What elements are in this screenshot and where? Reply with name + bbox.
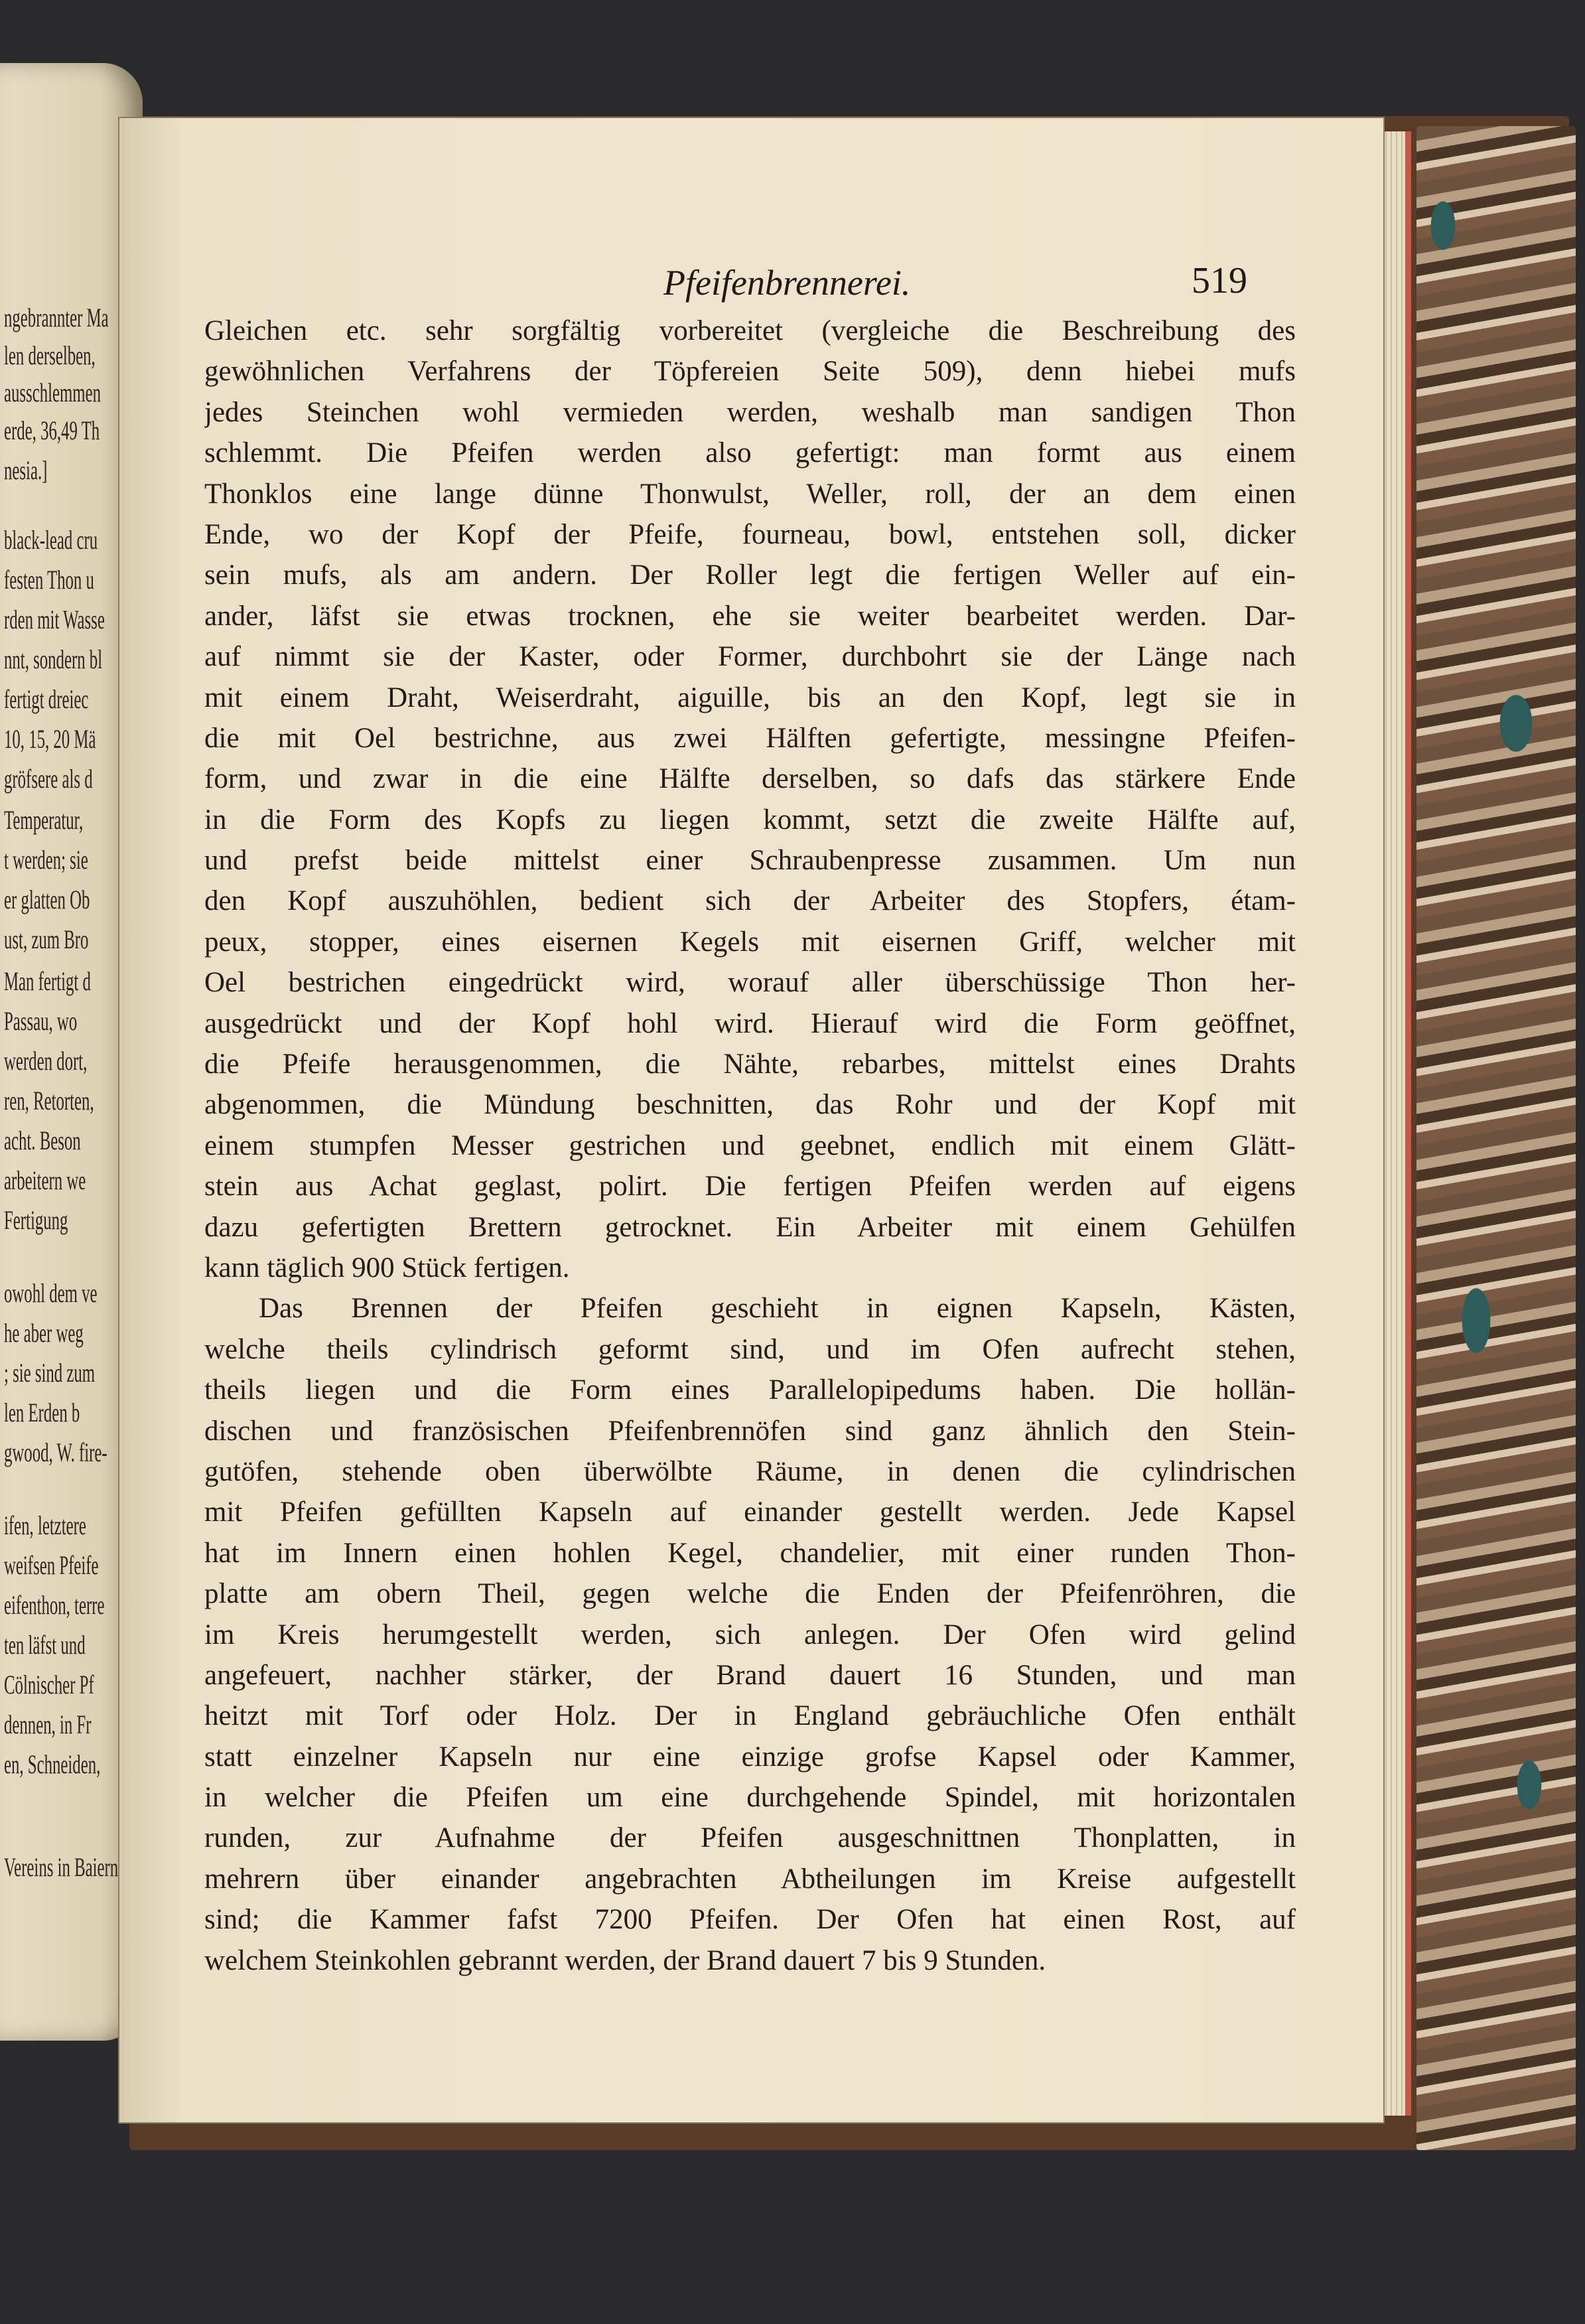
- left-page-line: er glatten Ob: [4, 885, 90, 914]
- left-page-line: ; sie sind zum: [4, 1358, 96, 1388]
- text-line: ander, läfst sie etwas trocknen, ehe sie weiter bearbeitet werden. Dar-: [204, 600, 1296, 632]
- text-line: angefeuert, nachher stärker, der Brand dauert 16 Stunden, und man: [204, 1659, 1296, 1691]
- text-line: sind; die Kammer fafst 7200 Pfeifen. Der Ofen hat einen Rost, auf: [204, 1904, 1296, 1936]
- text-line: runden, zur Aufnahme der Pfeifen ausgeschnittnen Thonplatten, in: [204, 1822, 1296, 1854]
- text-line: Oel bestrichen eingedrückt wird, worauf aller überschüssige Thon her-: [204, 967, 1296, 999]
- text-line: in welcher die Pfeifen um eine durchgehende Spindel, mit horizontalen: [204, 1782, 1296, 1814]
- left-page-line: arbeitern we: [4, 1165, 86, 1195]
- left-page-line: acht. Beson: [4, 1126, 81, 1155]
- left-page-line: gröfsere als d: [4, 764, 93, 794]
- text-line: mehrern über einander angebrachten Abtheilungen im Kreise aufgestellt: [204, 1863, 1296, 1895]
- text-line: Thonklos eine lange dünne Thonwulst, Weller, roll, der an dem einen: [204, 478, 1296, 510]
- left-page-line: Passau, wo: [4, 1006, 78, 1036]
- text-line: kann täglich 900 Stück fertigen.: [204, 1252, 570, 1283]
- text-line: sein mufs, als am andern. Der Roller legt die fertigen Weller auf ein-: [204, 559, 1296, 591]
- left-page-line: Cölnischer Pf: [4, 1670, 94, 1700]
- text-line: ausgedrückt und der Kopf hohl wird. Hierauf wird die Form geöffnet,: [204, 1007, 1296, 1039]
- left-page-line: len derselben,: [4, 340, 96, 370]
- text-line: dazu gefertigten Brettern getrocknet. Ein Arbeiter mit einem Gehülfen: [204, 1211, 1296, 1243]
- text-line: peux, stopper, eines eisernen Kegels mit eisernen Griff, welcher mit: [204, 926, 1296, 958]
- left-page-line: ten läfst und: [4, 1630, 86, 1660]
- left-page-line: ren, Retorten,: [4, 1086, 94, 1116]
- text-line: Ende, wo der Kopf der Pfeife, fourneau, bowl, entstehen soll, dicker: [204, 518, 1296, 550]
- left-page-line: ust, zum Bro: [4, 924, 89, 954]
- text-line: die mit Oel bestrichne, aus zwei Hälften gefertigte, messingne Pfeifen-: [204, 722, 1296, 754]
- left-page-line: ausschlemmen: [4, 378, 102, 407]
- left-page-line: Man fertigt d: [4, 966, 91, 996]
- text-line: stein aus Achat geglast, polirt. Die fertigen Pfeifen werden auf eigens: [204, 1171, 1296, 1202]
- left-page-line: festen Thon u: [4, 565, 94, 595]
- left-page-line: werden dort,: [4, 1046, 88, 1076]
- text-line: platte am obern Theil, gegen welche die Enden der Pfeifenröhren, die: [204, 1578, 1296, 1610]
- text-line: jedes Steinchen wohl vermieden werden, weshalb man sandigen Thon: [204, 396, 1296, 428]
- left-page-line: owohl dem ve: [4, 1278, 98, 1308]
- left-page-line: black-lead cru: [4, 525, 98, 555]
- left-page-line: t werden; sie: [4, 845, 88, 875]
- text-line: welche theils cylindrisch geformt sind, und im Ofen aufrecht stehen,: [204, 1333, 1296, 1365]
- text-line: in die Form des Kopfs zu liegen kommt, setzt die zweite Hälfte auf,: [204, 804, 1296, 835]
- marbled-paper-edge: [1416, 126, 1576, 2150]
- text-line: die Pfeife herausgenommen, die Nähte, rebarbes, mittelst eines Drahts: [204, 1049, 1296, 1080]
- left-page-line: nesia.]: [4, 455, 48, 485]
- text-line: Gleichen etc. sehr sorgfältig vorbereitet (vergleiche die Beschreibung des: [204, 315, 1296, 346]
- text-line: schlemmt. Die Pfeifen werden also gefertigt: man formt aus einem: [204, 437, 1296, 469]
- text-line: gutöfen, stehende oben überwölbte Räume, in denen die cylindrischen: [204, 1455, 1296, 1487]
- left-page-line: Temperatur,: [4, 805, 84, 835]
- left-page-line: he aber weg: [4, 1318, 84, 1348]
- left-page-line: erde, 36,49 Th: [4, 415, 100, 445]
- text-line: den Kopf auszuhöhlen, bedient sich der Arbeiter des Stopfers, étam-: [204, 885, 1296, 917]
- text-line: welchem Steinkohlen gebrannt werden, der Brand dauert 7 bis 9 Stunden.: [204, 1944, 1046, 1976]
- left-page-line: fertigt dreiec: [4, 684, 89, 714]
- text-line: mit einem Draht, Weiserdraht, aiguille, bis an den Kopf, legt sie in: [204, 682, 1296, 713]
- left-page-line: dennen, in Fr: [4, 1709, 92, 1739]
- left-page-line: ngebrannter Ma: [4, 303, 109, 332]
- text-line: und prefst beide mittelst einer Schraubenpresse zusammen. Um nun: [204, 845, 1296, 877]
- running-head: [663, 248, 1247, 307]
- left-page-line: en, Schneiden,: [4, 1749, 101, 1779]
- text-line: Das Brennen der Pfeifen geschieht in eignen Kapseln, Kästen,: [259, 1293, 1296, 1325]
- left-page-line: gwood, W. fire-: [4, 1437, 107, 1467]
- left-page-line: len Erden b: [4, 1398, 80, 1427]
- left-page-line: nnt, sondern bl: [4, 644, 103, 674]
- text-line: statt einzelner Kapseln nur eine einzige grofse Kapsel oder Kammer,: [204, 1741, 1296, 1773]
- text-line: hat im Innern einen hohlen Kegel, chandelier, mit einer runden Thon-: [204, 1537, 1296, 1569]
- text-line: mit Pfeifen gefüllten Kapseln auf einander gestellt werden. Jede Kapsel: [204, 1496, 1296, 1528]
- left-page-line: ifen, letztere: [4, 1510, 86, 1540]
- left-page-line: eifenthon, terre: [4, 1590, 105, 1620]
- text-line: dischen und französischen Pfeifenbrennöfen sind ganz ähnlich den Stein-: [204, 1415, 1296, 1447]
- text-line: heitzt mit Torf oder Holz. Der in England gebräuchliche Ofen enthält: [204, 1700, 1296, 1732]
- left-page-line: Vereins in Baiern: [4, 1852, 119, 1882]
- running-title: Pfeifenbrennerei.: [663, 263, 911, 303]
- text-line: auf nimmt sie der Kaster, oder Former, durchbohrt sie der Länge nach: [204, 641, 1296, 673]
- text-line: abgenommen, die Mündung beschnitten, das Rohr und der Kopf mit: [204, 1089, 1296, 1121]
- text-line: form, und zwar in die eine Hälfte derselben, so dafs das stärkere Ende: [204, 763, 1296, 795]
- left-page-line: rden mit Wasse: [4, 605, 105, 634]
- page-number: 519: [1192, 260, 1247, 301]
- left-page-line: weifsen Pfeife: [4, 1550, 99, 1580]
- text-line: im Kreis herumgestellt werden, sich anlegen. Der Ofen wird gelind: [204, 1619, 1296, 1650]
- text-line: theils liegen und die Form eines Parallelopipedums haben. Die hollän-: [204, 1374, 1296, 1406]
- left-page-line: 10, 15, 20 Mä: [4, 724, 96, 754]
- text-line: einem stumpfen Messer gestrichen und geebnet, endlich mit einem Glätt-: [204, 1129, 1296, 1161]
- body-text: [204, 311, 1296, 1981]
- left-page-line: Fertigung: [4, 1205, 68, 1235]
- right-page: [119, 118, 1383, 2122]
- text-line: gewöhnlichen Verfahrens der Töpfereien Seite 509), denn hiebei mufs: [204, 356, 1296, 388]
